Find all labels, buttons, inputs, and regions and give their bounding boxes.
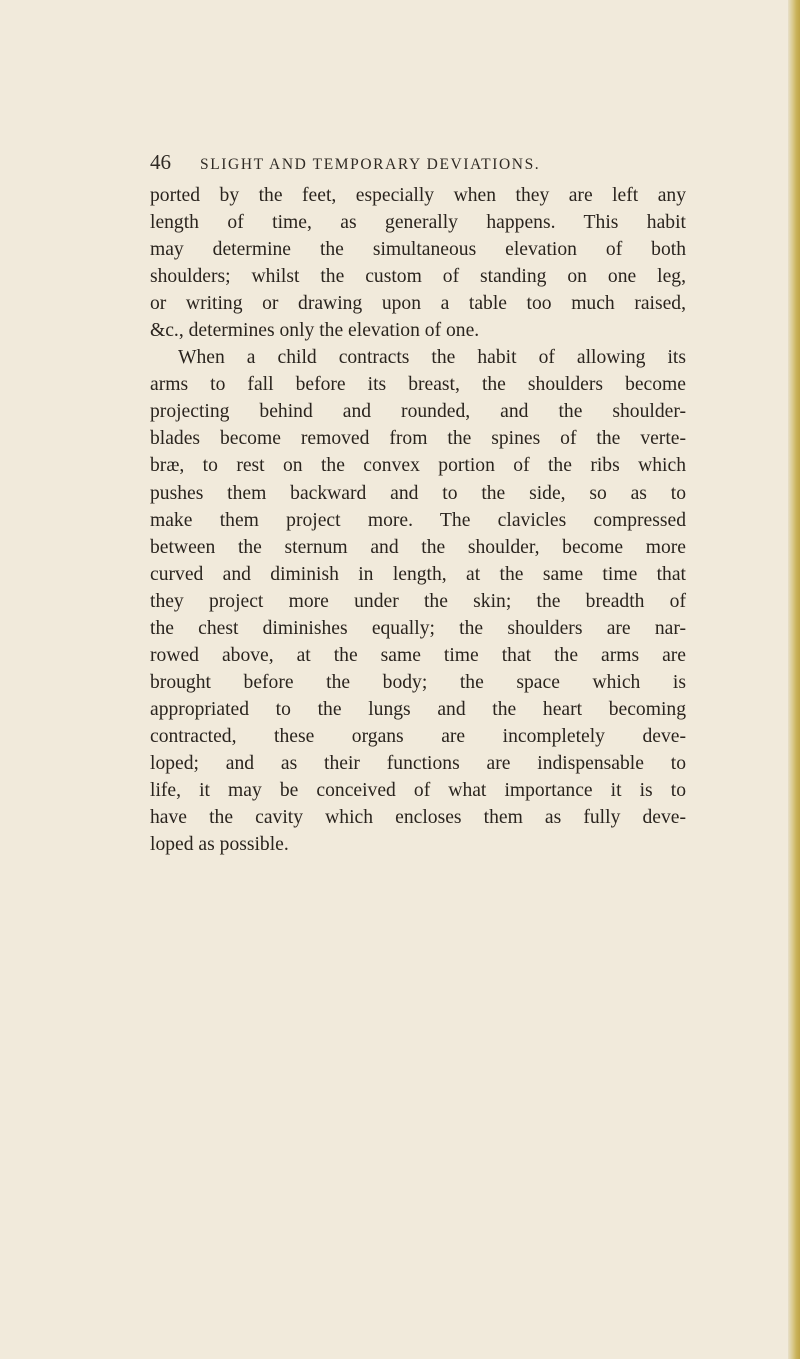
text-line: When a child contracts the habit of allowing its: [178, 347, 686, 369]
page-edge: [788, 0, 800, 1359]
text-line: loped as possible.: [150, 834, 289, 856]
text-line: &c., determines only the elevation of one.: [150, 320, 480, 342]
text-line: shoulders; whilst the custom of standing on one leg,: [150, 266, 686, 288]
running-title: SLIGHT AND TEMPORARY DEVIATIONS.: [200, 156, 541, 173]
text-line: brought before the body; the space which is: [150, 671, 686, 693]
text-line: bræ, to rest on the convex portion of the ribs which: [150, 455, 686, 477]
text-line: have the cavity which encloses them as fully deve-: [150, 807, 686, 829]
text-line: length of time, as generally happens. This habit: [150, 212, 686, 234]
text-line: or writing or drawing upon a table too much raised,: [150, 293, 686, 315]
text-line: loped; and as their functions are indispensable to: [150, 752, 686, 774]
text-line: make them project more. The clavicles compressed: [150, 509, 686, 531]
body-text: [150, 182, 686, 858]
text-line: life, it may be conceived of what importance it is to: [150, 780, 686, 802]
running-head: [150, 147, 680, 177]
text-line: blades become removed from the spines of the verte-: [150, 428, 686, 450]
page-number: 46: [150, 150, 171, 174]
text-line: between the sternum and the shoulder, become more: [150, 536, 686, 558]
text-line: rowed above, at the same time that the arms are: [150, 644, 686, 666]
text-line: pushes them backward and to the side, so as to: [150, 482, 686, 504]
text-line: they project more under the skin; the breadth of: [150, 590, 686, 612]
text-line: projecting behind and rounded, and the shoulder-: [150, 401, 686, 423]
text-line: appropriated to the lungs and the heart becoming: [150, 698, 686, 720]
text-line: contracted, these organs are incompletely deve-: [150, 725, 686, 747]
text-line: the chest diminishes equally; the shoulders are nar-: [150, 617, 686, 639]
text-line: ported by the feet, especially when they are left any: [150, 185, 686, 206]
text-line: curved and diminish in length, at the same time that: [150, 563, 686, 585]
text-line: may determine the simultaneous elevation of both: [150, 239, 686, 261]
text-line: arms to fall before its breast, the shoulders become: [150, 374, 686, 396]
